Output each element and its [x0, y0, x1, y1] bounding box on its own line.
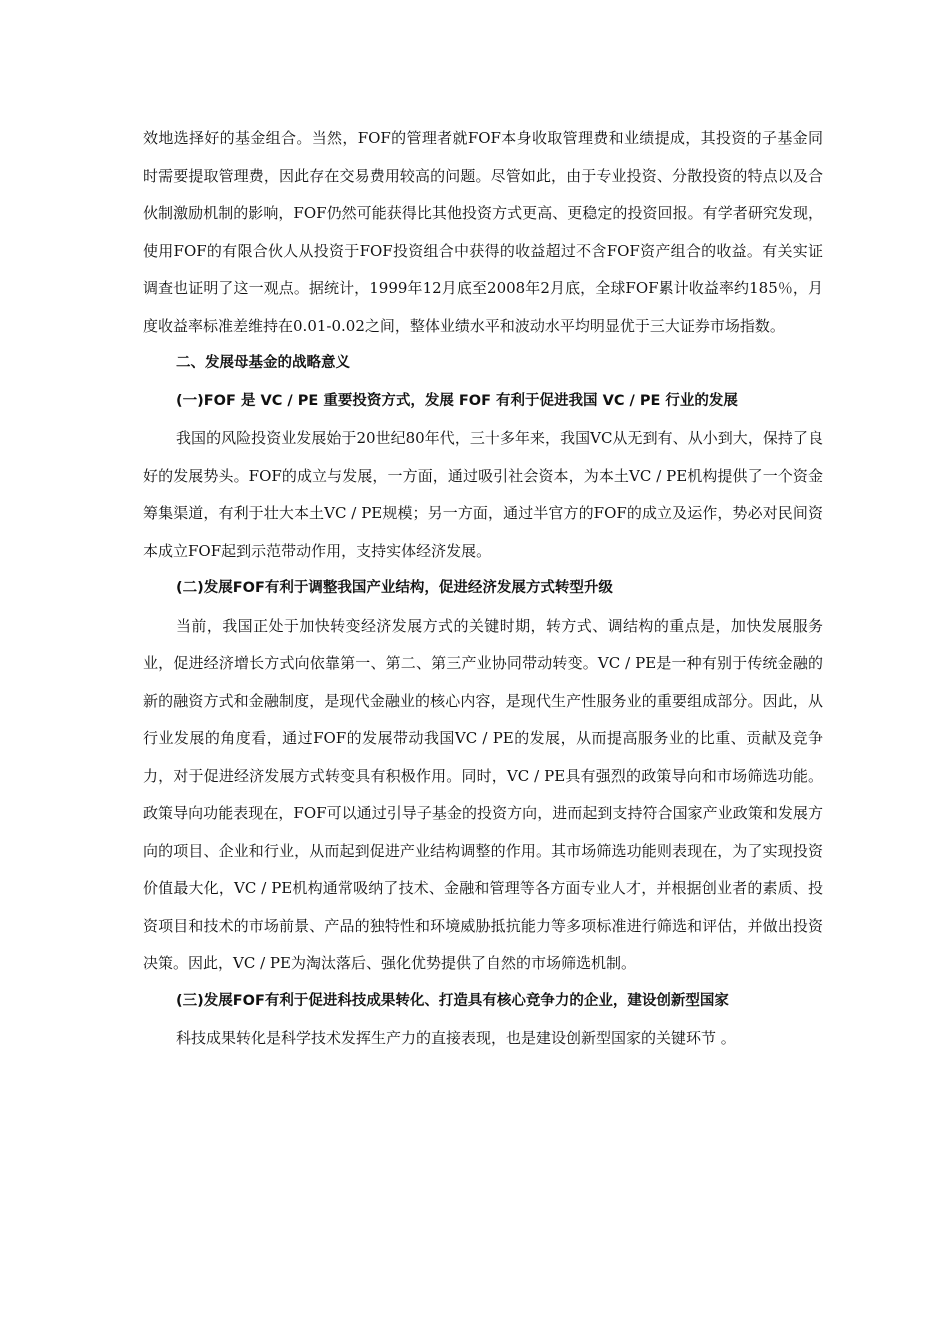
paragraph-industrial-structure: 当前，我国正处于加快转变经济发展方式的关键时期，转方式、调结构的重点是，加快发展服务业，促进经济增长方式向依靠第一、第二、第三产业协同带动转变。VC / PE是一种有别于传统金融的新的融资方式和金融制度，是现代金融业的核心内容，是现代生产性服务业的重要组成部分。因此，从行业发展的角度看，通过FOF的发展带动我国VC / PE的发展，从而提高服务业的比重、贡献及竞争力，对于促进经济发展方式转变具有积极作用。同时，VC / PE具有强烈的政策导向和市场筛选功能。政策导向功能表现在，FOF可以通过引导子基金的投资方向，进而起到支持符合国家产业政策和发展方向的项目、企业和行业，从而起到促进产业结构调整的作用。其市场筛选功能则表现在，为了实现投资价值最大化，VC / PE机构通常吸纳了技术、金融和管理等各方面专业人才，并根据创业者的素质、投资项目和技术的市场前景、产品的独特性和环境威胁抵抗能力等多项标准进行筛选和评估，并做出投资决策。因此，VC / PE为淘汰落后、强化优势提供了自然的市场筛选机制。 — [143, 616, 823, 972]
subsection-heading-3: (三)发展FOF有利于促进科技成果转化、打造具有核心竞争力的企业，建设创新型国家 — [176, 992, 729, 1009]
paragraph-fof-returns: 效地选择好的基金组合。当然，FOF的管理者就FOF本身收取管理费和业绩提成，其投资的子基金同时需要提取管理费，因此存在交易费用较高的问题。尽管如此，由于专业投资、分散投资的特点以及合伙制激励机制的影响，FOF仍然可能获得比其他投资方式更高、更稳定的投资回报。有学者研究发现，使用FOF的有限合伙人从投资于FOF投资组合中获得的收益超过不含FOF资产组合的收益。有关实证调查也证明了这一观点。据统计，1999年12月底至2008年2月底，全球FOF累计收益率约185％，月度收益率标准差维持在0.01-0.02之间，整体业绩水平和波动水平均明显优于三大证券市场指数。 — [143, 129, 823, 335]
subsection-heading-1: (一)FOF 是 VC / PE 重要投资方式，发展 FOF 有利于促进我国 VC / PE 行业的发展 — [176, 392, 738, 409]
section-heading-strategic-significance: 二、发展母基金的战略意义 — [176, 355, 350, 371]
subsection-heading-2: (二)发展FOF有利于调整我国产业结构，促进经济发展方式转型升级 — [176, 580, 613, 596]
document-body — [143, 120, 823, 1058]
paragraph-tech-transfer: 科技成果转化是科学技术发挥生产力的直接表现，也是建设创新型国家的关键环节 。 — [176, 1029, 736, 1047]
paragraph-vc-development: 我国的风险投资业发展始于20世纪80年代，三十多年来，我国VC从无到有、从小到大，保持了良好的发展势头。FOF的成立与发展，一方面，通过吸引社会资本，为本土VC / PE机构提供了一个资金筹集渠道，有利于壮大本土VC / PE规模；另一方面，通过半官方的FOF的成立及运作，势必对民间资本成立FOF起到示范带动作用，支持实体经济发展。 — [143, 429, 823, 560]
